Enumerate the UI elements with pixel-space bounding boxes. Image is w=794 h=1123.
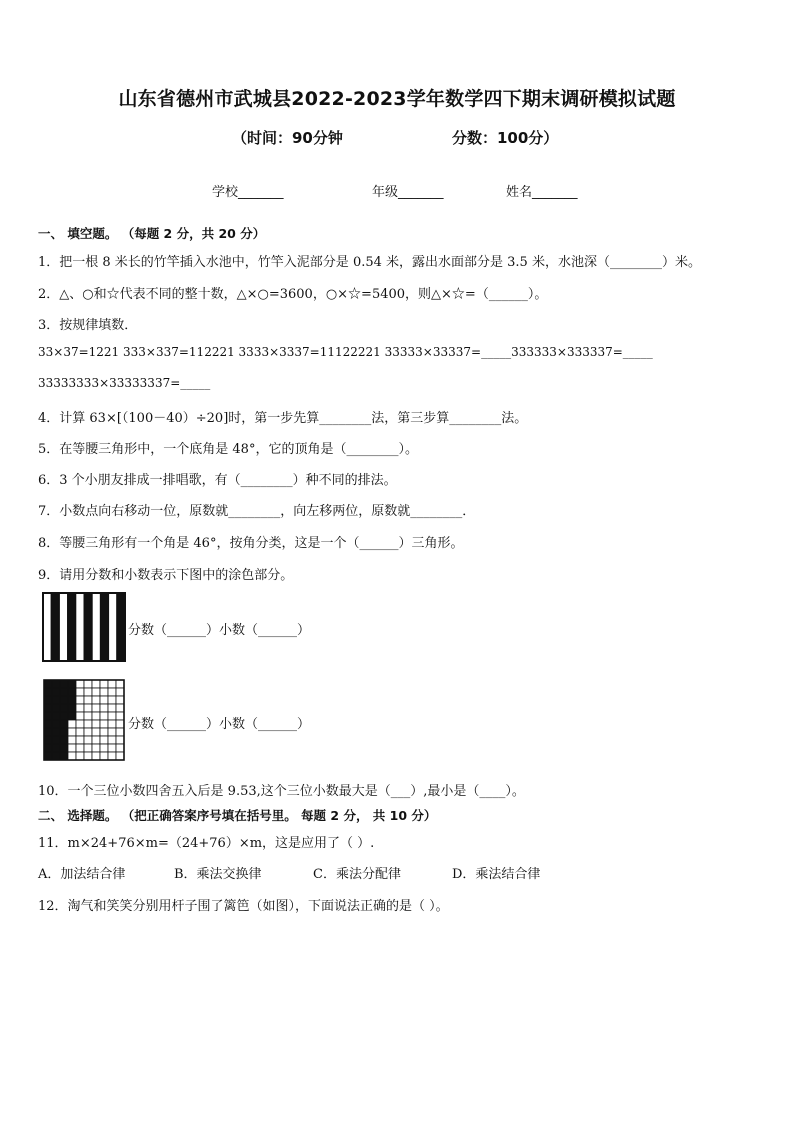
question-9-figure-2-answer: 分数（______）小数（______）: [128, 717, 311, 732]
question-11-option-a[interactable]: A．加法结合律: [38, 867, 126, 882]
grid-cell: [68, 752, 76, 760]
question-6: 6．3 个小朋友排成一排唱歌，有（________）种不同的排法。: [38, 473, 397, 488]
question-9: 9．请用分数和小数表示下图中的涂色部分。: [38, 568, 294, 583]
grid-cell: [116, 736, 124, 744]
grid-cell: [76, 680, 84, 688]
page-title: 山东省德州市武城县2022-2023学年数学四下期末调研模拟试题: [118, 88, 676, 110]
grid-cell: [76, 736, 84, 744]
shaded-cell: [52, 696, 60, 704]
blank-column: [76, 593, 84, 661]
shaded-cell: [60, 752, 68, 760]
question-1: 1．把一根 8 米长的竹竿插入水池中，竹竿入泥部分是 0.54 米，露出水面部分是 3.5 米，水池深（________）米。: [38, 255, 701, 270]
shaded-cell: [60, 736, 68, 744]
blank-column: [59, 593, 67, 661]
grid-cell: [84, 736, 92, 744]
shaded-column: [100, 593, 108, 661]
shaded-cell: [68, 688, 76, 696]
grid-cell: [116, 720, 124, 728]
shaded-cell: [68, 704, 76, 712]
grid-cell: [108, 680, 116, 688]
grid-cell: [92, 728, 100, 736]
grid-cell: [92, 752, 100, 760]
grid-cell: [116, 696, 124, 704]
figure-hundred-grid: [43, 679, 125, 761]
exam-time: （时间：90分钟: [232, 129, 343, 147]
grid-cell: [116, 680, 124, 688]
grid-cell: [100, 744, 108, 752]
shaded-column: [51, 593, 59, 661]
question-2: 2．△、○和☆代表不同的整十数，△×○=3600，○×☆=5400，则△×☆=（______）。: [38, 287, 548, 302]
grid-cell: [100, 720, 108, 728]
shaded-cell: [60, 696, 68, 704]
question-3-line-1: 33×37=1221 333×337=112221 3333×3337=11122221 33333×33337=_____333333×333337=_____: [38, 345, 653, 359]
grid-cell: [100, 752, 108, 760]
grid-cell: [84, 704, 92, 712]
shaded-cell: [44, 744, 52, 752]
question-5: 5．在等腰三角形中，一个底角是 48°，它的顶角是（________）。: [38, 442, 418, 457]
shaded-cell: [60, 728, 68, 736]
shaded-cell: [44, 728, 52, 736]
grade-field[interactable]: 年级_______: [372, 185, 444, 200]
section-fill-blank: 一、 填空题。 （每题 2 分，共 20 分）: [38, 226, 266, 241]
grid-cell: [108, 736, 116, 744]
question-8: 8．等腰三角形有一个角是 46°，按角分类，这是一个（______）三角形。: [38, 536, 464, 551]
grid-cell: [108, 696, 116, 704]
grid-cell: [76, 744, 84, 752]
grid-cell: [108, 728, 116, 736]
shaded-cell: [44, 736, 52, 744]
shaded-cell: [52, 752, 60, 760]
shaded-cell: [52, 680, 60, 688]
shaded-column: [84, 593, 92, 661]
grid-cell: [92, 736, 100, 744]
grid-cell: [116, 744, 124, 752]
grid-cell: [76, 696, 84, 704]
grid-cell: [92, 680, 100, 688]
shaded-cell: [52, 728, 60, 736]
grid-cell: [84, 696, 92, 704]
grid-cell: [92, 696, 100, 704]
shaded-cell: [52, 704, 60, 712]
grid-cell: [76, 752, 84, 760]
grid-cell: [84, 688, 92, 696]
grid-cell: [76, 704, 84, 712]
grid-cell: [108, 744, 116, 752]
shaded-cell: [68, 696, 76, 704]
shaded-cell: [60, 704, 68, 712]
shaded-cell: [52, 744, 60, 752]
grid-cell: [84, 680, 92, 688]
shaded-cell: [52, 712, 60, 720]
grid-cell: [108, 688, 116, 696]
grid-cell: [84, 720, 92, 728]
grid-cell: [100, 704, 108, 712]
grid-cell: [108, 712, 116, 720]
grid-cell: [76, 712, 84, 720]
grid-cell: [92, 744, 100, 752]
grid-cell: [116, 752, 124, 760]
question-11-option-d[interactable]: D．乘法结合律: [452, 867, 541, 882]
grid-cell: [92, 712, 100, 720]
grid-cell: [76, 688, 84, 696]
shaded-cell: [44, 752, 52, 760]
grid-cell: [92, 688, 100, 696]
grid-cell: [108, 704, 116, 712]
grid-cell: [116, 728, 124, 736]
grid-cell: [108, 752, 116, 760]
grid-cell: [100, 728, 108, 736]
grid-cell: [68, 736, 76, 744]
question-11-option-c[interactable]: C．乘法分配律: [313, 867, 401, 882]
shaded-column: [68, 593, 76, 661]
question-9-figure-1-answer: 分数（______）小数（______）: [128, 623, 311, 638]
grid-cell: [68, 728, 76, 736]
question-11: 11．m×24+76×m=（24+76）×m，这是应用了（ ）.: [38, 836, 375, 851]
shaded-cell: [60, 744, 68, 752]
shaded-cell: [44, 688, 52, 696]
grid-cell: [100, 696, 108, 704]
grid-cell: [84, 752, 92, 760]
blank-column: [109, 593, 117, 661]
question-3-line-2: 33333333×33333337=_____: [38, 376, 211, 390]
grid-cell: [92, 720, 100, 728]
shaded-cell: [68, 680, 76, 688]
school-field[interactable]: 学校_______: [212, 185, 284, 200]
shaded-cell: [60, 688, 68, 696]
exam-score: 分数：100分）: [452, 129, 559, 147]
shaded-cell: [60, 720, 68, 728]
blank-column: [92, 593, 100, 661]
question-7: 7．小数点向右移动一位，原数就________，向左移两位，原数就________．: [38, 504, 476, 519]
grid-cell: [108, 720, 116, 728]
grid-cell: [92, 704, 100, 712]
question-4: 4．计算 63×[（100－40）÷20]时，第一步先算________法，第三步算________法。: [38, 411, 528, 426]
figure-striped-rectangle: [42, 592, 126, 662]
grid-cell: [84, 712, 92, 720]
grid-cell: [68, 744, 76, 752]
shaded-cell: [44, 712, 52, 720]
shaded-cell: [52, 736, 60, 744]
grid-cell: [100, 712, 108, 720]
blank-column: [43, 593, 51, 661]
question-11-option-b[interactable]: B．乘法交换律: [174, 867, 262, 882]
shaded-cell: [60, 712, 68, 720]
shaded-cell: [60, 680, 68, 688]
grid-cell: [100, 688, 108, 696]
shaded-column: [117, 593, 125, 661]
section-multiple-choice: 二、 选择题。 （把正确答案序号填在括号里。 每题 2 分， 共 10 分）: [38, 808, 437, 823]
name-field[interactable]: 姓名_______: [506, 185, 578, 200]
question-12: 12．淘气和笑笑分别用杆子围了篱笆（如图），下面说法正确的是（ ）。: [38, 899, 449, 914]
shaded-cell: [52, 720, 60, 728]
shaded-cell: [44, 704, 52, 712]
grid-cell: [116, 688, 124, 696]
grid-cell: [100, 736, 108, 744]
grid-cell: [84, 744, 92, 752]
grid-cell: [84, 728, 92, 736]
grid-cell: [116, 712, 124, 720]
shaded-cell: [52, 688, 60, 696]
grid-cell: [76, 728, 84, 736]
question-3: 3．按规律填数．: [38, 318, 138, 333]
shaded-cell: [44, 680, 52, 688]
shaded-cell: [68, 712, 76, 720]
shaded-cell: [44, 720, 52, 728]
shaded-cell: [44, 696, 52, 704]
grid-cell: [76, 720, 84, 728]
question-10: 10．一个三位小数四舍五入后是 9.53,这个三位小数最大是（___）,最小是（____）。: [38, 784, 525, 799]
grid-cell: [116, 704, 124, 712]
grid-cell: [100, 680, 108, 688]
grid-cell: [68, 720, 76, 728]
